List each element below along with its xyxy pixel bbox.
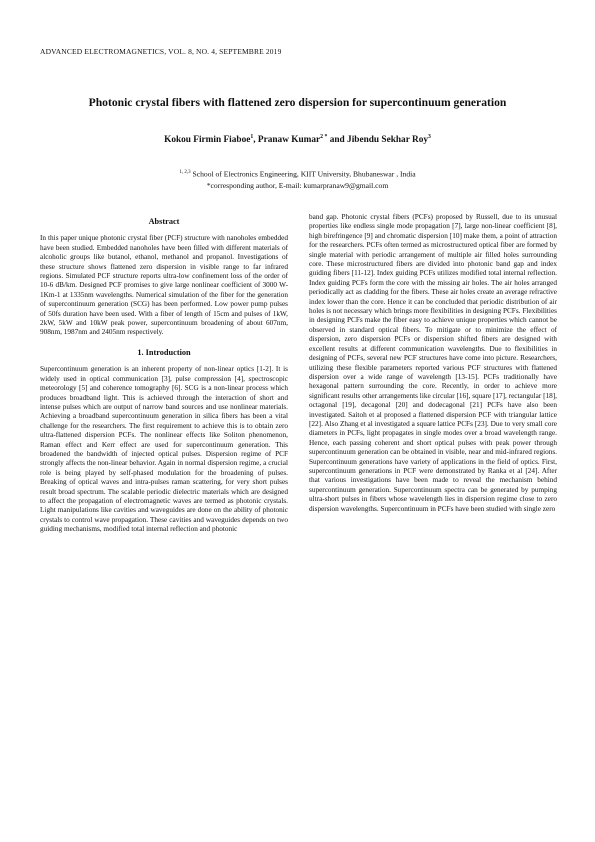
author-name: Jibendu Sekhar Roy: [347, 135, 428, 146]
affiliation: [20, 167, 575, 180]
running-header: ADVANCED ELECTROMAGNETICS, VOL. 8, NO. 4, SEPTEMBRE 2019: [40, 47, 282, 56]
introduction-paragraph: band gap. Photonic crystal fibers (PCFs) proposed by Russell, due to its unusual properties like endless single mode propagation [7], large non-linear coefficient [8], high birefringence [9] and chromatic dispersion [10] make them, a point of attraction for the researchers. PCFs often termed as microstructured optical fiber are formed by single material with periodic arrangement of multiple air filled holes surrounding core. These microstructured fibers are divided into photonic band gap and index guiding fibers [11-12]. Index guiding PCFs utilizes modified total internal reflection. Index guiding PCFs form the core with the missing air holes. The air holes arranged periodically act as cladding for the fibers. These air holes create an average refractive index lower than the core. Hence it can be concluded that periodic distribution of air holes is not necessary which brings more flexibilities in designing PCFs. Flexibilities in designing PCFs make the fiber easy to achieve unique properties which cannot be observed in standard optical fibers. To mitigate or to minimize the effect of dispersion, zero dispersion PCFs or dispersion shifted fibers are designed with excellent results at different communication wavelengths. Due to flexibilities in designing of PCFs, several new PCF structures have come into picture. Researchers, utilizing these flexible parameters reported various PCF structures with flattened dispersion over a wide range of wavelength [13-15]. PCFs traditionally have hexagonal pattern surrounding the core. Recently, in order to achieve more significant results other arrangements like circular [16], square [17], rectangular [18], octagonal [19], decagonal [20] and dodecagonal [21] PCFs have also been investigated. Saitoh et al proposed a flattened dispersion PCF with triangular lattice [22]. Also Zhang et al investigated a square lattice PCFs [23]. Due to very small core diameters in PCFs, light propagates in single modes over a broad wavelength range. Hence, each passing coherent and short optical pulses with peak power through supercontinuum generation can be obtained in visible, near and mid-infrared regions. Supercontinuum generations have variety of applications in the field of optics. First, supercontinuum generations in PCF were demonstrated by Ranka et al [24]. After that various investigations have been made to reveal the mechanism behind supercontinuum generation. Supercontinuum spectra can be generated by pumping ultra-short pulses in fibers whose wavelength lies in dispersion regime close to zero dispersion wavelengths. Supercontinuum in PCFs have been studied with single zero: [309, 213, 557, 513]
author-name: Pranaw Kumar: [257, 135, 321, 146]
right-column: [309, 213, 557, 514]
paper-title: Photonic crystal fibers with flattened zero dispersion for supercontinuum generation: [88, 96, 507, 109]
left-column: [40, 213, 288, 535]
author-list: [20, 134, 575, 145]
introduction-paragraph: Supercontinuum generation is an inherent property of non-linear optics [1-2]. It is widely used in optical communication [3], pulse compression [4], spectroscopic meteorology [5] and coherence tomography [6]. SCG is a non-linear process which produces broadband light. This is achieved through the interaction of short and intense pulses which are output of narrow band sources and use nonlinear materials. Achieving a broadband supercontinuum generation in silica fibers has been a vital challenge for the researchers. The first requirement to achieve this is to obtain zero ultra-flattened dispersion PCFs. The nonlinear effects like Soliton phenomenon, Raman effect and Kerr effect are used for supercontinuum generation. This broadened the bandwidth of injected optical pulses. Dispersion regime of PCF strongly affects the non-linear behavior. Again in normal dispersion regime, a crucial role is being played by self-phased modulation for the broadening of pulses. Breaking of optical waves and intra-pulses raman scattering, for very short pulses result broad spectrum. The scalable periodic dielectric materials which are designed to affect the propagation of electromagnetic waves are termed as photonic crystals. Light manipulations like cavities and waveguides are done on the ability of photonic crystals to control wave propagation. These cavities and waveguides depends on two guiding mechanisms, modified total internal reflection and photonic: [40, 365, 288, 534]
corresponding-author: *corresponding author, E-mail: kumarpranaw9@gmail.com: [206, 180, 389, 190]
affiliation-text: School of Electronics Engineering, KIIT University, Bhubaneswar , India: [190, 169, 416, 179]
section-heading-introduction: 1. Introduction: [137, 347, 191, 357]
author-mark: 2 *: [320, 134, 328, 140]
author-name: Kokou Firmin Fiaboe: [164, 135, 251, 146]
abstract-text: In this paper unique photonic crystal fiber (PCF) structure with nanoholes embedded have been studied. Embedded nanoholes have been filled with different materials of alcoholic groups like butanol, ethanol, methanol and propanol. Investigations of these structure shows flattened zero dispersion in visible range to far infrared regions. Simulated PCF structure reports ultra-low confinement loss of the order of 10-6 dB/km. Designed PCF promises to give large nonlinear coefficient of 3000 W-1Km-1 at 1335nm wavelengths. Numerical simulation of the fiber for the generation of supercontinuum generation (SCG) has been performed. Low power pump pulses of 50fs duration have been used. With a fiber of length of 15cm and pulses of 1kW, 2kW, 5kW and 10kW peak power, supercontinuum broadening of about 607nm, 908nm, 1987nm and 2405nm respectively.: [40, 234, 288, 337]
affiliation-block: [20, 167, 575, 191]
author-mark: 3: [428, 134, 431, 140]
author-separator: ,: [253, 135, 258, 146]
author-separator: and: [327, 135, 348, 146]
author-mark: 1: [250, 134, 254, 140]
affiliation-marks: 1, 2,3: [179, 170, 191, 175]
abstract-heading: Abstract: [148, 217, 180, 226]
